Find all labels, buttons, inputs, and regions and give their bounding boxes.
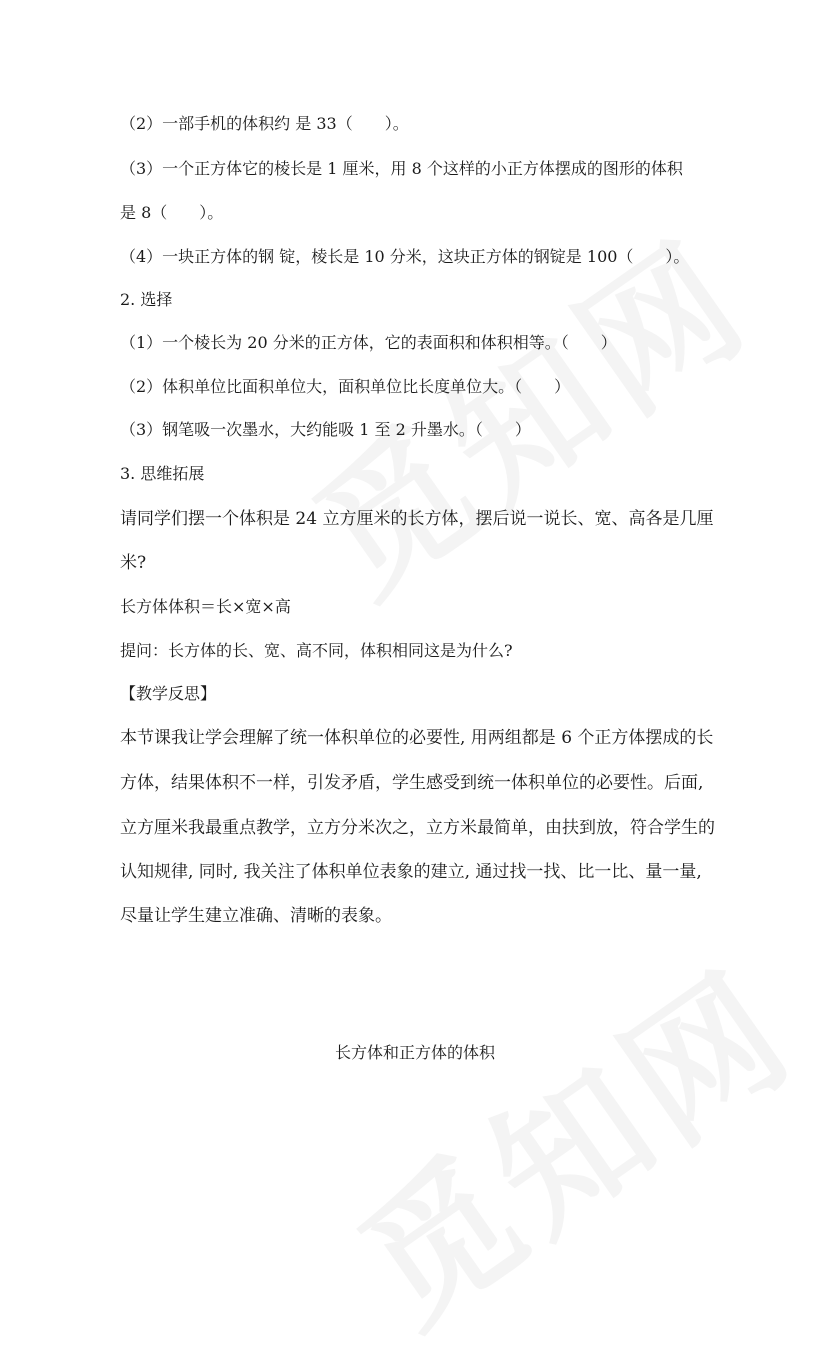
extension-text-line-1: 请同学们摆一个体积是 24 立方厘米的长方体，摆后说一说长、宽、高各是几厘	[120, 509, 714, 529]
fill-in-question-3-line-2: 是 8（ ）。	[120, 203, 224, 222]
fill-in-question-4: （4）一块正方体的钢 锭，棱长是 10 分米，这块正方体的钢锭是 100（ ）。	[120, 247, 690, 266]
reflection-line: 认知规律, 同时, 我关注了体积单位表象的建立, 通过找一找、比一比、量一量,	[120, 862, 702, 882]
extension-text-line-2: 米?	[120, 553, 147, 573]
reflection-line: 尽量让学生建立准确、清晰的表象。	[120, 906, 392, 926]
fill-in-question-3-line-1: （3）一个正方体它的棱长是 1 厘米，用 8 个这样的小正方体摆成的图形的体积	[120, 159, 683, 178]
reflection-heading: 【教学反思】	[120, 684, 217, 703]
choice-question-2: （2）体积单位比面积单位大，面积单位比长度单位大。（ ）	[120, 377, 571, 396]
volume-formula: 长方体体积＝长×宽×高	[120, 597, 291, 616]
next-lesson-title: 长方体和正方体的体积	[334, 1043, 495, 1062]
reflection-line: 本节课我让学会理解了统一体积单位的必要性, 用两组都是 6 个正方体摆成的长	[120, 728, 714, 748]
reflection-line: 方体，结果体积不一样，引发矛盾，学生感受到统一体积单位的必要性。后面,	[120, 773, 704, 793]
fill-in-question-2: （2）一部手机的体积约 是 33（ ）。	[120, 114, 409, 133]
choice-heading: 2. 选择	[120, 290, 173, 309]
extension-heading: 3. 思维拓展	[120, 464, 205, 483]
extension-question: 提问：长方体的长、宽、高不同，体积相同这是为什么?	[120, 641, 513, 660]
watermark	[311, 912, 828, 1364]
choice-question-1: （1）一个棱长为 20 分米的正方体，它的表面积和体积相等。（ ）	[120, 333, 617, 352]
choice-question-3: （3）钢笔吸一次墨水，大约能吸 1 至 2 升墨水。（ ）	[120, 420, 531, 439]
reflection-line: 立方厘米我最重点教学，立方分米次之，立方米最简单，由扶到放，符合学生的	[120, 818, 715, 838]
